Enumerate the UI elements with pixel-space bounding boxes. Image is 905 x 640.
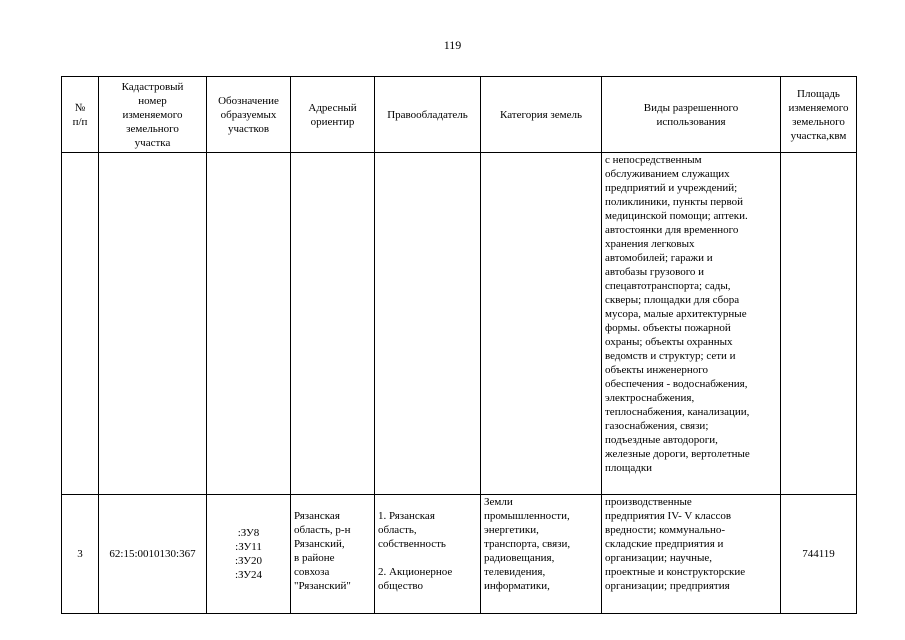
table-cell bbox=[291, 153, 375, 495]
address-cell: Рязанская область, р-н Рязанский, в районе совхоза "Рязанский" bbox=[291, 495, 375, 614]
header-allowed-uses: Виды разрешенного использования bbox=[602, 77, 781, 153]
table-cell bbox=[99, 153, 207, 495]
table-cell bbox=[781, 153, 857, 495]
land-plots-table bbox=[61, 76, 857, 614]
table-cell bbox=[375, 153, 481, 495]
row-number-cell: 3 bbox=[62, 495, 99, 614]
cadastral-number-cell: 62:15:0010130:367 bbox=[99, 495, 207, 614]
header-land-category: Категория земель bbox=[481, 77, 602, 153]
header-designation: Обозначение образуемых участков bbox=[207, 77, 291, 153]
table-row-continued bbox=[62, 153, 857, 495]
land-category-cell: Земли промышленности, энергетики, транспорта, связи, радиовещания, телевидения, информатики, bbox=[481, 495, 602, 614]
table-cell bbox=[207, 153, 291, 495]
area-cell: 744119 bbox=[781, 495, 857, 614]
header-owner: Правообладатель bbox=[375, 77, 481, 153]
allowed-uses-cell: производственные предприятия IV- V классов вредности; коммунально- складские предприятия и организации; научные, проектные и конструкторские организации; предприятия bbox=[602, 495, 781, 614]
header-address: Адресный ориентир bbox=[291, 77, 375, 153]
header-row bbox=[62, 77, 857, 153]
table-cell bbox=[481, 153, 602, 495]
table-cell bbox=[62, 153, 99, 495]
owner-cell: 1. Рязанская область, собственность 2. Акционерное общество bbox=[375, 495, 481, 614]
table-row-3 bbox=[62, 495, 857, 614]
allowed-uses-cell: с непосредственным обслуживанием служащих предприятий и учреждений; поликлиники, пункты первой медицинской помощи; аптеки. автостоянки для временного хранения легковых автомобилей; гаражи и автобазы грузового и спецавтотранспорта; сады, скверы; площадки для сбора мусора, малые архитектурные формы. объекты пожарной охраны; объекты охранных ведомств и структур; сети и объекты инженерного обеспечения - водоснабжения, электроснабжения, теплоснабжения, канализации, газоснабжения, связи; подъездные автодороги, железные дороги, вертолетные площадки bbox=[602, 153, 781, 495]
header-area: Площадь изменяемого земельного участка,квм bbox=[781, 77, 857, 153]
page-number: 119 bbox=[443, 38, 462, 52]
designation-cell: :ЗУ8 :ЗУ11 :ЗУ20 :ЗУ24 bbox=[207, 495, 291, 614]
header-cadastral-number: Кадастровый номер изменяемого земельного участка bbox=[99, 77, 207, 153]
header-num: № п/п bbox=[62, 77, 99, 153]
